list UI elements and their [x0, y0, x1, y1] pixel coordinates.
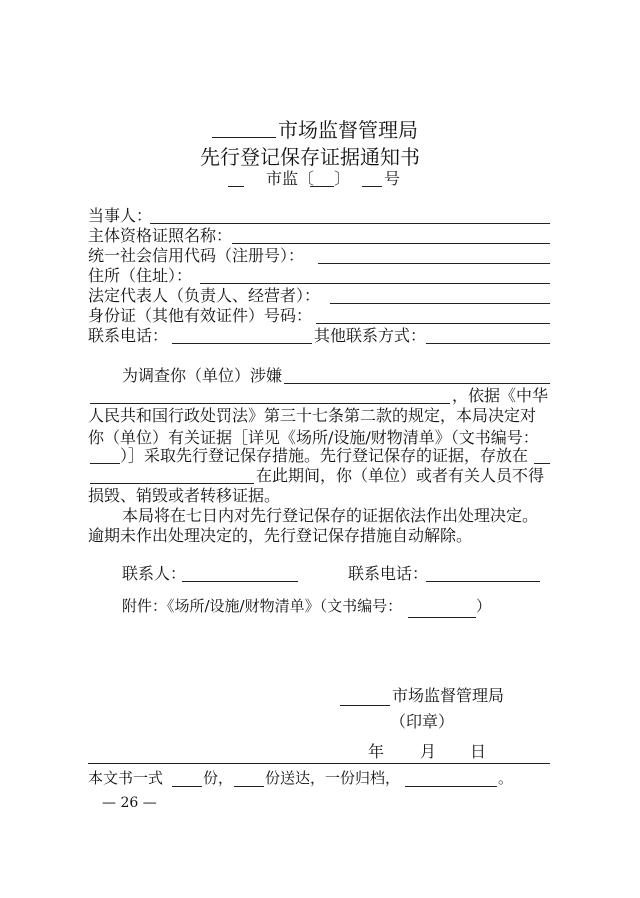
attachment-number-line [408, 617, 476, 618]
body-p1-line5: ）］采取先行登记保存措施。先行登记保存的证据，存放在 [120, 446, 529, 465]
signature-year: 年 [368, 742, 385, 761]
body-p1-line7: 损毁、销毁或者转移证据。 [88, 486, 281, 505]
attachment-text: 附件：《场所/设施/财物清单》（文书编号： [122, 597, 403, 615]
field-id-line [316, 323, 550, 324]
number-mid: 市监〔 [266, 169, 315, 188]
number-seq-blank [362, 186, 382, 187]
number-prefix-blank [228, 186, 244, 187]
number-year-blank [310, 186, 334, 187]
document-title: 先行登记保存证据通知书 [200, 145, 420, 169]
field-party-label: 当事人： [88, 206, 153, 225]
org-name-blank [212, 137, 276, 138]
body-storage-line-1 [534, 463, 550, 464]
field-party-line [150, 223, 550, 224]
contact-person-label: 联系人： [122, 564, 187, 583]
body-p1-suspect-line-1 [284, 383, 550, 384]
body-p2-line2: 逾期未作出处理决定的，先行登记保存措施自动解除。 [88, 526, 473, 545]
field-legal-rep-label: 法定代表人（负责人、经营者）： [88, 286, 321, 305]
footer-copies-served-line [234, 786, 264, 787]
footer-copies-total-line [172, 786, 202, 787]
signature-day: 日 [470, 742, 487, 761]
field-address-label: 住所（住址）： [88, 266, 193, 285]
contact-person-line [182, 581, 298, 582]
field-address-line [200, 283, 550, 284]
contact-phone-label: 联系电话： [348, 564, 429, 583]
field-legal-rep-line [330, 303, 550, 304]
body-p1-line3: 人民共和国行政处罚法》第三十七条第二款的规定，本局决定对 [88, 406, 537, 425]
signature-month: 月 [420, 742, 437, 761]
body-p2-line1: 本局将在七日内对先行登记保存的证据依法作出处理决定。 [122, 506, 539, 525]
signature-org: 市场监督管理局 [392, 686, 505, 705]
body-doc-number-line [90, 463, 120, 464]
field-other-contact-label: 其他联系方式： [314, 326, 427, 345]
field-other-contact-line [426, 343, 550, 344]
field-credit-code-line [318, 263, 550, 264]
body-p1-suspect-line-2 [90, 403, 450, 404]
footer-copies-b: 份， [203, 769, 234, 787]
field-license-label: 主体资格证照名称： [88, 226, 233, 245]
body-p1-line6: 在此期间，你（单位）或者有关人员不得 [256, 466, 545, 485]
footer-divider [88, 763, 550, 764]
footer-copies-end: 。 [498, 769, 514, 787]
field-license-line [232, 243, 550, 244]
footer-archive-line [405, 786, 497, 787]
header-org: 市场监督管理局 [278, 118, 418, 142]
field-phone-line [172, 343, 312, 344]
attachment-close: ） [476, 597, 492, 615]
field-id-label: 身份证（其他有效证件）号码： [88, 306, 313, 325]
page-number: — 26 — [102, 795, 157, 811]
signature-seal: （印章） [390, 712, 455, 731]
contact-phone-line [426, 581, 540, 582]
body-p1-start: 为调查你（单位）涉嫌 [122, 366, 283, 385]
number-bracket-close: 〕 [334, 169, 351, 188]
footer-copies-a: 本文书一式 [88, 769, 164, 787]
field-credit-code-label: 统一社会信用代码（注册号）： [88, 246, 305, 265]
number-end: 号 [384, 169, 401, 188]
body-p1-line4: 你（单位）有关证据［详见《场所/设施/财物清单》（文书编号： [88, 428, 539, 447]
body-storage-line-2 [90, 483, 254, 484]
footer-copies-c: 份送达，一份归档， [265, 769, 401, 787]
field-phone-label: 联系电话： [88, 326, 169, 345]
signature-org-blank [340, 705, 390, 706]
body-p1-line2: ，依据《中华 [452, 386, 549, 405]
